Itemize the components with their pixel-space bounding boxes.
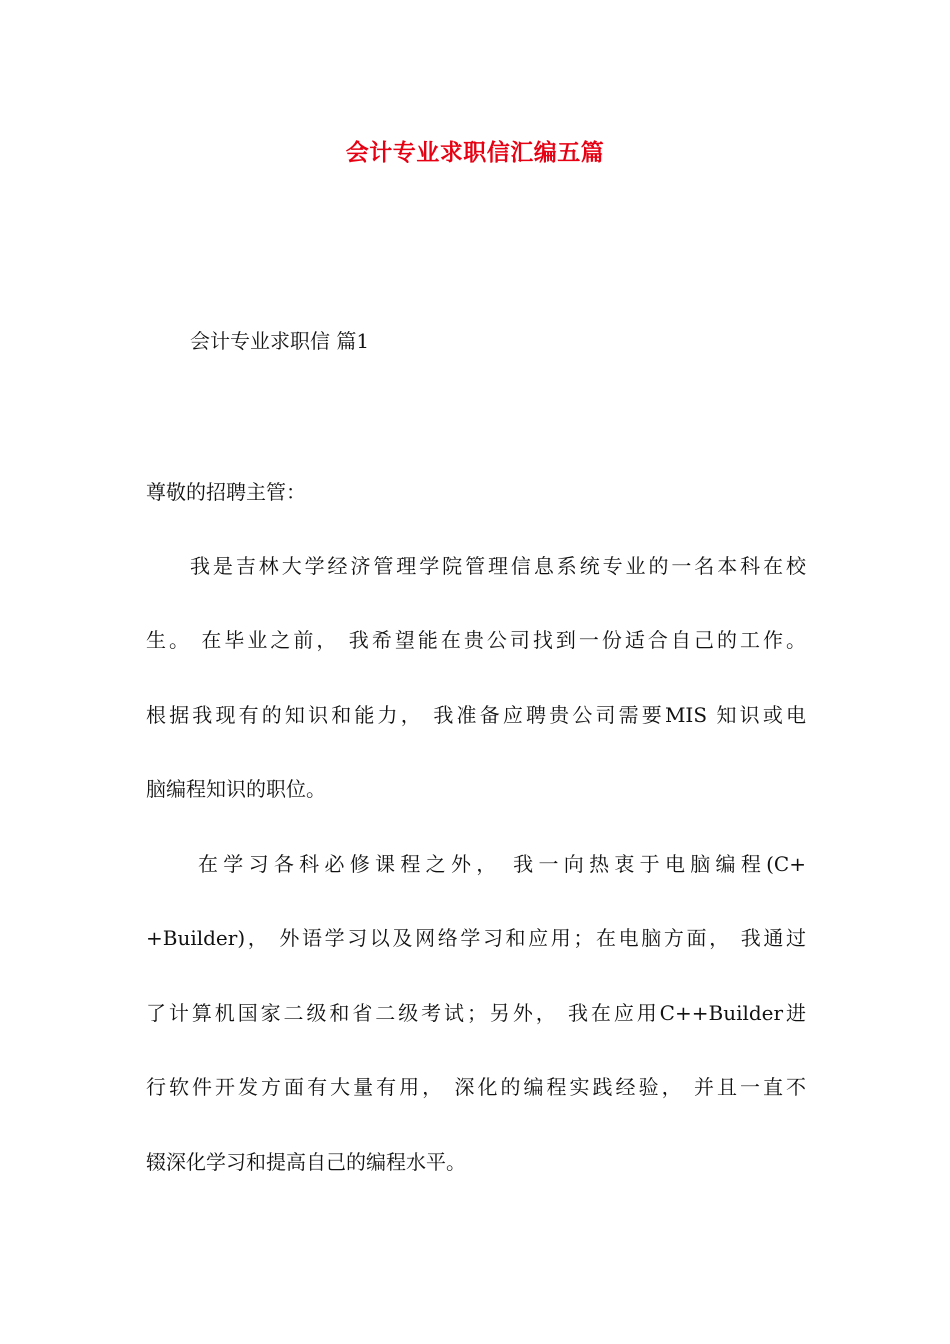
greeting: 尊敬的招聘主管： bbox=[146, 480, 306, 504]
paragraph-line: 在学习各科必修课程之外， 我一向热衷于电脑编程(C+ bbox=[198, 852, 806, 876]
document-title: 会计专业求职信汇编五篇 bbox=[345, 140, 605, 166]
paragraph-line: 辍深化学习和提高自己的编程水平。 bbox=[146, 1150, 466, 1174]
paragraph-line: 我是吉林大学经济管理学院管理信息系统专业的一名本科在校 bbox=[190, 554, 806, 578]
section-heading: 会计专业求职信 篇1 bbox=[190, 329, 370, 353]
paragraph-line: 行软件开发方面有大量有用， 深化的编程实践经验， 并且一直不 bbox=[146, 1075, 806, 1099]
paragraph-line: 脑编程知识的职位。 bbox=[146, 777, 326, 801]
paragraph-line: +Builder)， 外语学习以及网络学习和应用；在电脑方面， 我通过 bbox=[146, 926, 806, 950]
paragraph-line: 生。 在毕业之前， 我希望能在贵公司找到一份适合自己的工作。 bbox=[146, 628, 806, 652]
paragraph-line: 根据我现有的知识和能力， 我准备应聘贵公司需要MIS 知识或电 bbox=[146, 703, 806, 727]
paragraph-line: 了计算机国家二级和省二级考试；另外， 我在应用C++Builder进 bbox=[146, 1001, 806, 1025]
